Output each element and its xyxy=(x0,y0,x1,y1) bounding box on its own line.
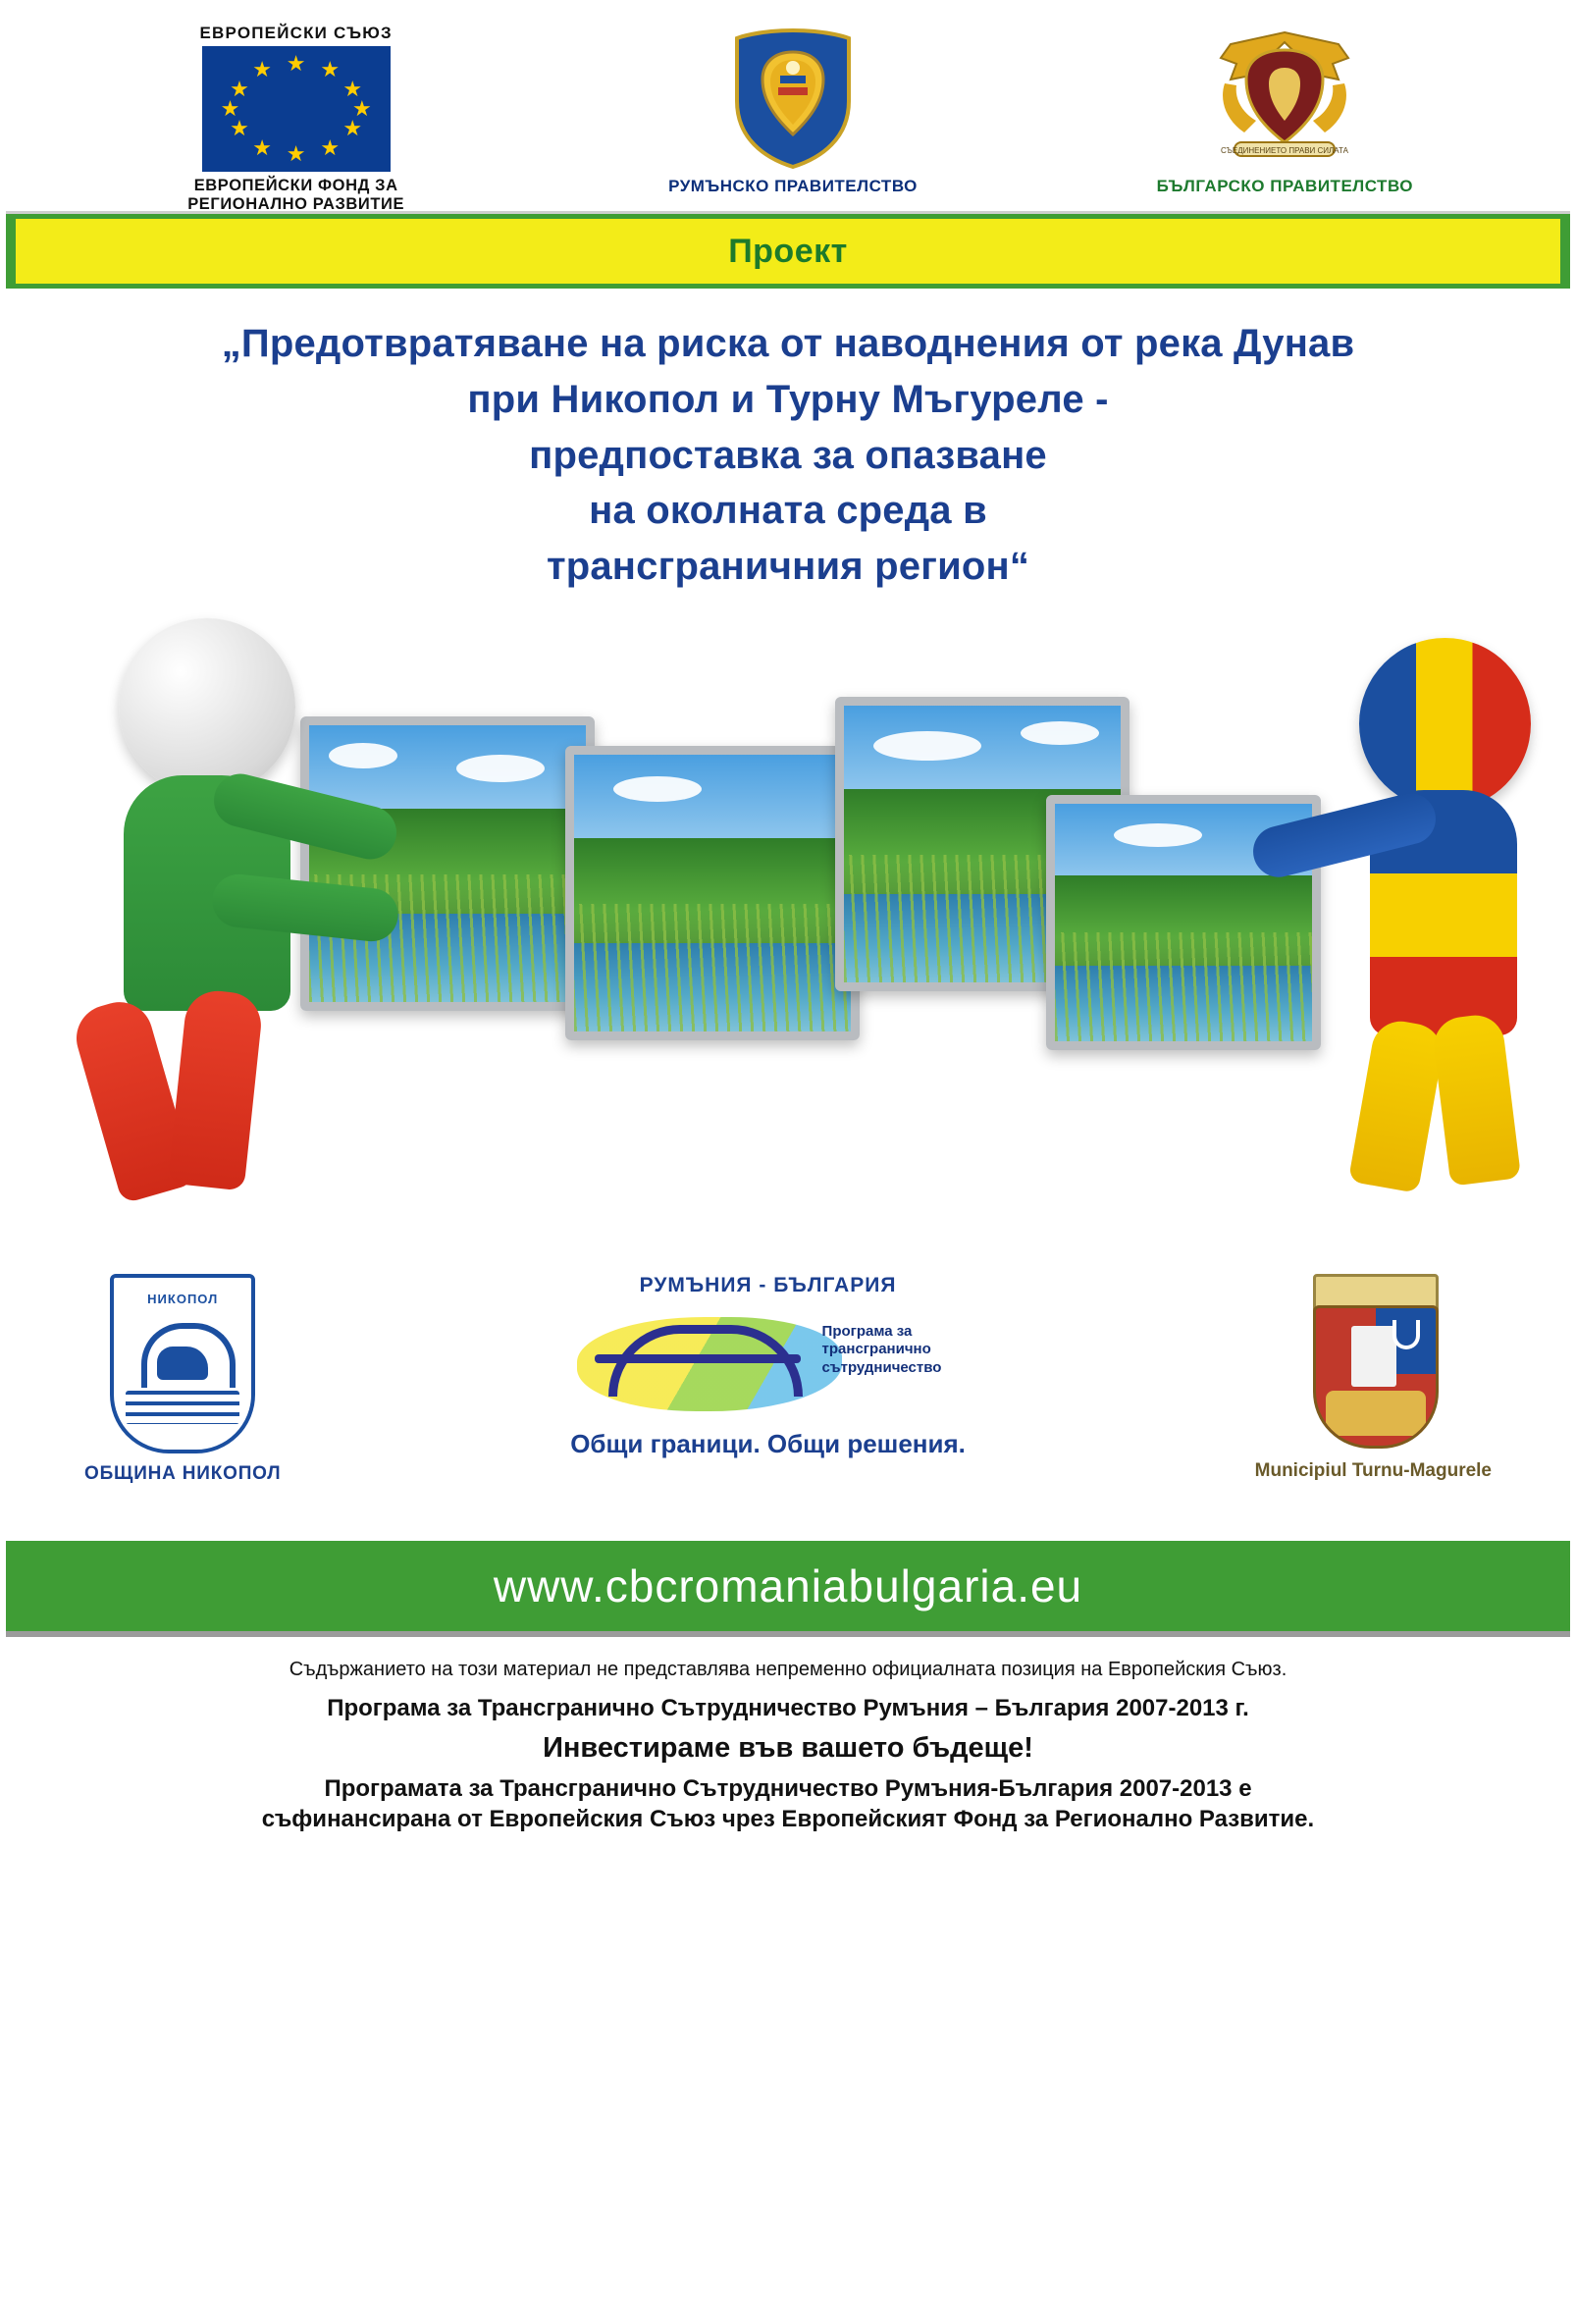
puzzle-pieces-group xyxy=(300,687,1321,1070)
eu-fund-label-line1: ЕВРОПЕЙСКИ ФОНД ЗА xyxy=(193,177,398,194)
footer-disclaimer-text: Съдържанието на този материал не представлява непременно официалната позиция на Европейския Съюз. xyxy=(289,1658,1287,1680)
svg-text:СЪЕДИНЕНИЕТО ПРАВИ СИЛАТА: СЪЕДИНЕНИЕТО ПРАВИ СИЛАТА xyxy=(1221,146,1349,155)
project-title-line-2: при Никопол и Турну Мъгуреле - xyxy=(467,377,1109,421)
turnu-magurele-caption: Municipiul Turnu-Magurele xyxy=(1254,1459,1492,1481)
bulgaria-gov-label: БЪЛГАРСКО ПРАВИТЕЛСТВО xyxy=(1156,177,1414,195)
project-title-line-1: „Предотвратяване на риска от наводнения от река Дунав xyxy=(221,322,1355,365)
romania-gov-block xyxy=(631,24,955,196)
figure-flag-person xyxy=(1256,638,1531,1168)
eu-fund-label-line2: РЕГИОНАЛНО РАЗВИТИЕ xyxy=(187,195,405,214)
partner-turnu-magurele xyxy=(1255,1274,1492,1482)
eu-flag-icon: ★ ★ ★ ★ ★ ★ ★ ★ ★ ★ ★ ★ xyxy=(202,46,391,172)
project-banner xyxy=(6,214,1570,289)
bulgaria-coat-of-arms-icon xyxy=(1201,24,1368,173)
project-banner-label: Проект xyxy=(728,232,848,270)
programme-logo-icon xyxy=(557,1299,979,1427)
nikopol-caption: ОБЩИНА НИКОПОЛ xyxy=(84,1462,282,1484)
footer-financing-line-2: съфинансирана от Европейския Съюз чрез Европейският Фонд за Регионално Развитие. xyxy=(261,1805,1315,1832)
romania-coat-of-arms-icon xyxy=(719,24,867,173)
turnu-magurele-coat-of-arms-icon xyxy=(1299,1274,1446,1451)
romania-gov-label: РУМЪНСКО ПРАВИТЕЛСТВО xyxy=(668,177,918,195)
partner-nikopol xyxy=(84,1274,281,1485)
nikopol-emblem-icon xyxy=(110,1274,255,1453)
eu-fund-label xyxy=(187,177,404,215)
figure-green-person xyxy=(65,618,359,1207)
project-banner-left-edge xyxy=(6,219,16,284)
partner-logos xyxy=(6,1256,1570,1541)
project-title-line-4: на околната среда в xyxy=(589,489,987,533)
puzzle-piece-2 xyxy=(565,746,860,1040)
eu-top-label: ЕВРОПЕЙСКИ СЪЮЗ xyxy=(199,24,393,42)
programme-subtitle-line3: сътрудничество xyxy=(821,1358,942,1376)
programme-slogan: Общи граници. Общи решения. xyxy=(570,1428,966,1458)
footer-financing-line-1: Програмата за Трансгранично Сътрудничество Румъния-България 2007-2013 е xyxy=(324,1774,1252,1802)
project-title xyxy=(6,289,1570,603)
eu-logo-block xyxy=(130,24,463,215)
programme-subtitle-line2: трансгранично xyxy=(821,1341,931,1358)
figure-flag-head xyxy=(1359,638,1531,810)
bulgaria-gov-block xyxy=(1123,24,1446,196)
partner-programme xyxy=(557,1274,979,1459)
website-url[interactable]: www.cbcromaniabulgaria.eu xyxy=(493,1559,1083,1611)
project-title-line-5: трансграничния регион“ xyxy=(546,545,1030,589)
programme-subtitle xyxy=(822,1323,979,1377)
figure-green-head xyxy=(119,618,295,795)
programme-title: РУМЪНИЯ - БЪЛГАРИЯ xyxy=(639,1273,897,1296)
programme-subtitle-line1: Програма за xyxy=(821,1322,913,1340)
footer-slogan: Инвестираме във вашето бъдеще! xyxy=(543,1731,1033,1764)
header-logos xyxy=(6,6,1570,214)
project-banner-right-edge xyxy=(1560,219,1570,284)
figure-green-legs xyxy=(94,991,290,1202)
project-title-line-3: предпоставка за опазване xyxy=(529,433,1047,477)
nikopol-emblem-text: НИКОПОЛ xyxy=(147,1291,219,1306)
website-banner[interactable] xyxy=(6,1541,1570,1637)
footer-programme-line: Програма за Трансгранично Сътрудничество Румъния – България 2007-2013 г. xyxy=(327,1694,1249,1721)
puzzle-illustration xyxy=(6,608,1570,1256)
footer-disclaimer xyxy=(6,1637,1570,1844)
figure-flag-legs xyxy=(1344,1016,1511,1188)
